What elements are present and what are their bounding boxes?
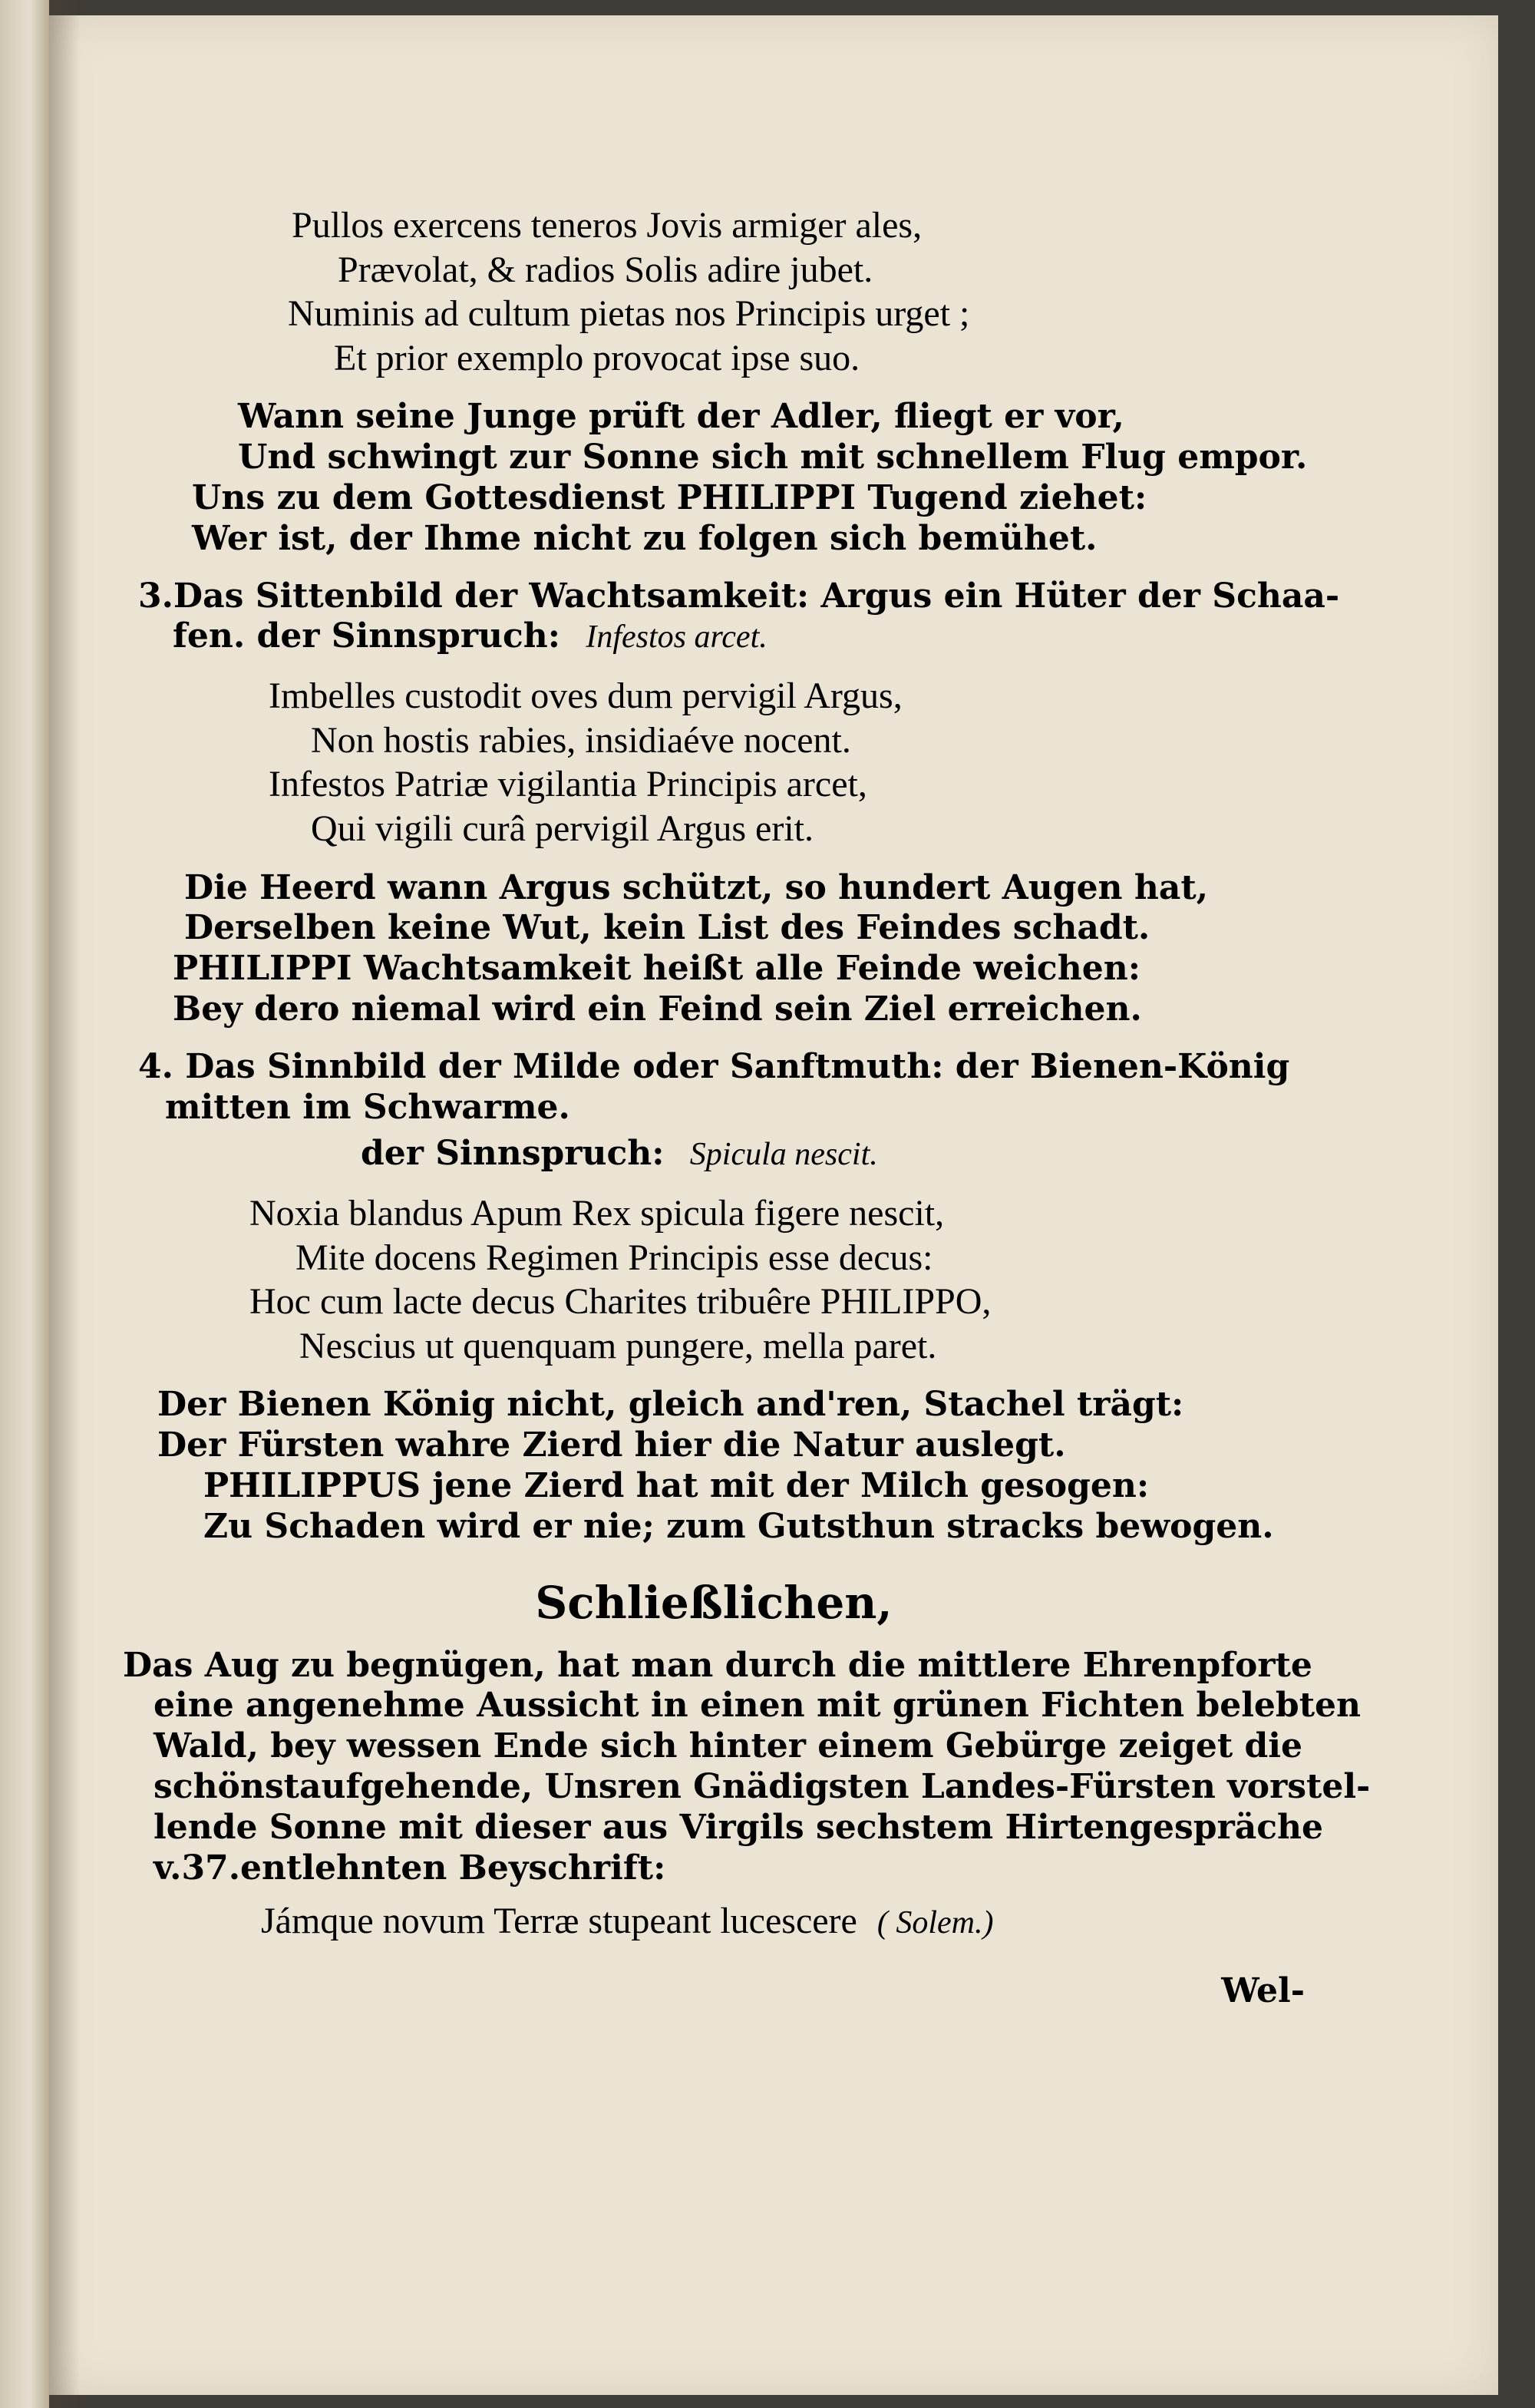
catchword: Wel- [1221, 1971, 1305, 2011]
paragraph-line: eine angenehme Aussicht in einen mit grünen Fichten belebten [154, 1686, 1361, 1726]
latin-verse-eagle [115, 203, 1312, 380]
paragraph-line: Das Aug zu begnügen, hat man durch die mittlere Ehrenpforte [123, 1645, 1312, 1685]
left-page-edge [0, 0, 49, 2408]
verse-line: Wann seine Junge prüft der Adler, fliegt er vor, [238, 397, 1124, 437]
paragraph-line: schönstaufgehende, Unsren Gnädigsten Landes-Fürsten vorstel- [154, 1767, 1371, 1807]
section-4-heading [115, 1047, 1312, 1174]
latin-verse-bees [115, 1191, 1312, 1368]
verse-line: Und schwingt zur Sonne sich mit schnellem Flug empor. [238, 438, 1308, 477]
verse-line: Bey dero niemal wird ein Feind sein Ziel erreichen. [173, 989, 1142, 1029]
verse-line: Qui vigili curâ pervigil Argus erit. [311, 808, 814, 849]
section-heading-line: mitten im Schwarme. [165, 1087, 570, 1127]
verse-line: Zu Schaden wird er nie; zum Gutsthun stracks bewogen. [203, 1506, 1274, 1546]
motto: Infestos arcet. [586, 619, 768, 656]
section-3-heading [115, 576, 1340, 658]
virgil-quote: Jámque novum Terræ stupeant lucescere [261, 1901, 857, 1942]
motto: Spicula nescit. [689, 1137, 878, 1173]
section-heading-line: der Sinnspruch: [361, 1134, 665, 1174]
page-gutter-shadow [49, 0, 80, 2408]
verse-line: Imbelles custodit oves dum pervigil Argus, [269, 675, 903, 717]
verse-line: PHILIPPUS jene Zierd hat mit der Milch gesogen: [203, 1466, 1150, 1506]
verse-line: Et prior exemplo provocat ipse suo. [334, 337, 860, 378]
paragraph-line: lende Sonne mit dieser aus Virgils sechstem Hirtengespräche [154, 1807, 1324, 1847]
verse-line: Die Heerd wann Argus schützt, so hundert Augen hat, [184, 867, 1209, 907]
section-heading-line: 4. Das Sinnbild der Milde oder Sanftmuth: der Bienen-König [138, 1046, 1290, 1086]
verse-line: Uns zu dem Gottesdienst PHILIPPI Tugend ziehet: [192, 477, 1147, 517]
german-verse-eagle [115, 397, 1312, 559]
verse-line: PHILIPPI Wachtsamkeit heißt alle Feinde weichen: [173, 949, 1141, 989]
paragraph-line: v.37.entlehnten Beyschrift: [154, 1848, 666, 1888]
verse-line: Non hostis rabies, insidiaéve nocent. [311, 719, 851, 761]
verse-line: Prævolat, & radios Solis adire jubet. [338, 249, 873, 290]
page-content [115, 177, 1371, 2012]
verse-line: Nescius ut quenquam pungere, mella paret. [299, 1325, 937, 1366]
verse-line: Wer ist, der Ihme nicht zu folgen sich bemühet. [192, 518, 1098, 558]
verse-line: Der Bienen König nicht, gleich and'ren, Stachel trägt: [157, 1385, 1184, 1425]
closing-heading: Schließlichen, [535, 1576, 893, 1629]
verse-line: Noxia blandus Apum Rex spicula figere nescit, [249, 1193, 945, 1234]
german-verse-bees [115, 1385, 1312, 1547]
verse-line: Infestos Patriæ vigilantia Principis arcet, [269, 764, 867, 805]
verse-line: Hoc cum lacte decus Charites tribuêre PHILIPPO, [249, 1281, 992, 1323]
verse-line: Numinis ad cultum pietas nos Principis urget ; [288, 293, 970, 335]
verse-line: Pullos exercens teneros Jovis armiger ales, [292, 205, 923, 246]
latin-verse-argus [115, 674, 1312, 851]
closing-paragraph [115, 1645, 1371, 1889]
virgil-quote-line [261, 1899, 1312, 1944]
verse-line: Der Fürsten wahre Zierd hier die Natur auslegt. [157, 1425, 1066, 1465]
paragraph-line: Wald, bey wessen Ende sich hinter einem Gebürge zeiget die [154, 1726, 1303, 1766]
virgil-quote-end: ( Solem.) [876, 1905, 994, 1941]
section-heading-line: 3.Das Sittenbild der Wachtsamkeit: Argus ein Hüter der Schaa- [138, 576, 1340, 616]
german-verse-argus [115, 868, 1312, 1030]
verse-line: Mite docens Regimen Principis esse decus: [295, 1237, 933, 1278]
verse-line: Derselben keine Wut, kein List des Feindes schadt. [184, 908, 1150, 948]
section-heading-line: fen. der Sinnspruch: [173, 616, 561, 656]
